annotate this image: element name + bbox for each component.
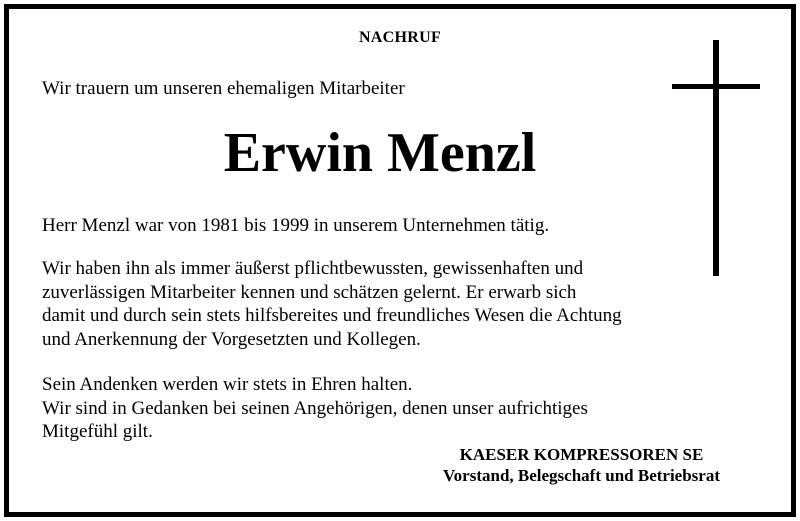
text-line: Herr Menzl war von 1981 bis 1999 in unserem Unternehmen tätig. bbox=[42, 215, 550, 236]
cross-horizontal-beam bbox=[672, 84, 760, 89]
text-line: Mitgefühl gilt. bbox=[42, 421, 153, 442]
text-line: und Anerkennung der Vorgesetzten und Kollegen. bbox=[42, 328, 421, 350]
notice-heading: NACHRUF bbox=[358, 29, 442, 46]
text-line: zuverlässigen Mitarbeiter kennen und schätzen gelernt. Er erwarb sich bbox=[42, 281, 577, 303]
intro-line: Wir trauern um unseren ehemaligen Mitarbeiter bbox=[42, 78, 405, 99]
signature-block bbox=[443, 444, 720, 486]
condolence-paragraph bbox=[42, 373, 588, 444]
cross-vertical-beam bbox=[713, 40, 719, 276]
tribute-paragraph bbox=[42, 257, 622, 351]
text-line: Wir sind in Gedanken bei seinen Angehörigen, denen unser aufrichtiges bbox=[42, 397, 588, 419]
text-line: damit und durch sein stets hilfsbereites und freundliches Wesen die Achtung bbox=[42, 305, 622, 326]
text-line: Wir haben ihn als immer äußerst pflichtbewussten, gewissenhaften und bbox=[42, 258, 584, 279]
cross-icon bbox=[672, 40, 760, 276]
text-line: Sein Andenken werden wir stets in Ehren halten. bbox=[42, 374, 413, 395]
deceased-name: Erwin Menzl bbox=[223, 122, 537, 184]
signers-line: Vorstand, Belegschaft und Betriebsrat bbox=[442, 466, 720, 485]
company-name: KAESER KOMPRESSOREN SE bbox=[459, 445, 704, 464]
employment-paragraph bbox=[42, 214, 549, 238]
